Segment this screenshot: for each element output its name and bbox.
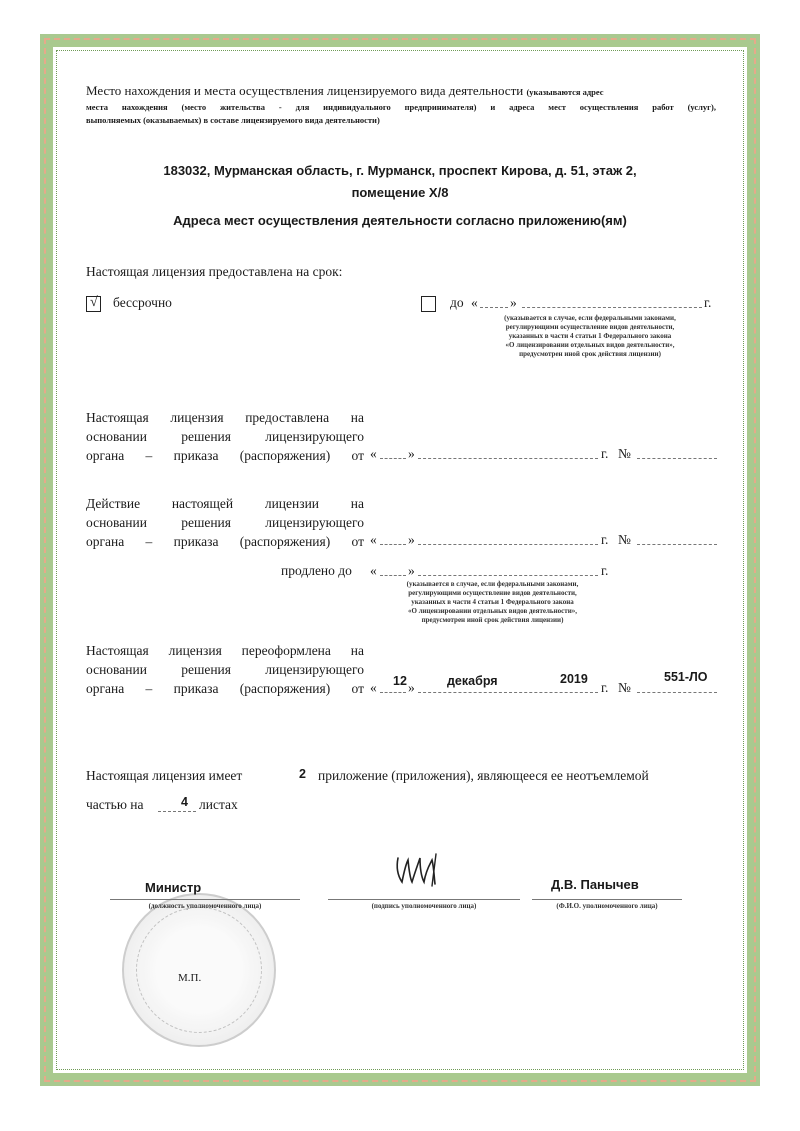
seal-label: М.П. [178,972,202,984]
position-line [110,899,300,900]
reissue-month: декабря [447,674,498,688]
until-quote-close: » [510,295,517,310]
name-note: (Ф.И.О. уполномоченного лица) [556,902,658,910]
reissue-year: 2019 [560,672,588,686]
reissue-quote-open: « [370,680,377,695]
reissue-line2: основании решения лицензирующего [86,662,364,677]
until-year-suffix: г. [704,295,712,310]
validity-quote-open: « [370,532,377,547]
basis-number-line [637,458,717,459]
reissue-year-suffix: г. [601,680,609,695]
address-line2: помещение X/8 [351,185,449,200]
validity-line2: основании решения лицензирующего [86,515,364,530]
extended-year-suffix: г. [601,563,609,578]
signatory-name: Д.В. Панычев [551,877,639,892]
basis-year-suffix: г. [601,446,609,461]
until-date-line [522,307,702,308]
location-heading [86,84,716,99]
position-note: (должность уполномоченного лица) [148,902,262,910]
term-note: (указывается в случае, если федеральными законами, регулирующими осуществление видов деятельности, указанных в части 4 статьи 1 Федерального закона «О лицензировании отдельных видов деятельности», предусмотрен иной срок действия лицензии) [504,314,676,358]
extended-day-line [380,575,406,576]
location-heading-line3: выполняемых (оказываемых) в составе лицензируемого вида деятельности) [86,115,380,125]
reissue-line1: Настоящая лицензия переоформлена на [86,643,364,658]
reissue-date-line [418,692,598,693]
validity-date-line [418,544,598,545]
signature-note: (подпись уполномоченного лица) [371,902,477,910]
validity-number-line [637,544,717,545]
validity-number-sign: № [618,532,631,547]
validity-line3: органа – приказа (распоряжения) от [86,534,364,549]
unlimited-label: бессрочно [113,295,172,310]
basis-line1: Настоящая лицензия предоставлена на [86,410,364,425]
until-label: до [450,295,464,310]
appendix-text-before: Настоящая лицензия имеет [86,768,243,783]
official-seal [122,893,276,1047]
address-line1: 183032, Мурманская область, г. Мурманск, проспект Кирова, д. 51, этаж 2, [163,163,637,178]
handwritten-signature [392,848,452,888]
reissue-line3: органа – приказа (распоряжения) от [86,681,364,696]
signature-line [328,899,520,900]
term-title: Настоящая лицензия предоставлена на срок: [86,264,343,279]
basis-date-line [418,458,598,459]
basis-line3: органа – приказа (распоряжения) от [86,448,364,463]
signatory-position: Министр [145,880,202,895]
appendix-text-line2-before: частью на [86,797,144,812]
address-line3: Адреса мест осуществления деятельности согласно приложению(ям) [173,213,627,228]
reissue-day: 12 [393,674,407,688]
basis-quote-open: « [370,446,377,461]
name-line [532,899,682,900]
location-heading-line2: места нахождения (место жительства - для индивидуального предпринимателя) и адреса мест осуществления работ (услуг), [86,102,716,112]
appendix-sheets-line [158,811,196,812]
reissue-number-sign: № [618,680,631,695]
appendix-count: 2 [299,767,306,781]
validity-day-line [380,544,406,545]
location-heading-note: (указываются адрес [526,87,604,97]
extended-note: (указывается в случае, если федеральными законами, регулирующими осуществление видов деятельности, указанных в части 4 статьи 1 Федерального закона «О лицензировании отдельных видов деятельности», предусмотрен иной срок действия лицензии) [406,580,579,624]
unlimited-check-mark: √ [90,295,98,310]
appendix-text-line2-after: листах [199,797,238,812]
reissue-quote-close: » [408,680,415,695]
validity-year-suffix: г. [601,532,609,547]
validity-line1: Действие настоящей лицензии на [86,496,364,511]
validity-quote-close: » [408,532,415,547]
appendix-sheets: 4 [181,795,188,809]
reissue-day-line [380,692,406,693]
basis-number-sign: № [618,446,631,461]
appendix-text-after: приложение (приложения), являющееся ее неотъемлемой [318,768,649,783]
location-heading-main: Место нахождения и места осуществления лицензируемого вида деятельности [86,83,524,98]
basis-line2: основании решения лицензирующего [86,429,364,444]
extended-label: продлено до [281,563,352,578]
reissue-number-line [637,692,717,693]
extended-quote-open: « [370,563,377,578]
until-checkbox [421,296,436,312]
basis-day-line [380,458,406,459]
extended-date-line [418,575,598,576]
reissue-number: 551-ЛО [664,670,708,684]
basis-quote-close: » [408,446,415,461]
until-day-line [480,307,508,308]
extended-quote-close: » [408,563,415,578]
until-quote-open: « [471,295,478,310]
